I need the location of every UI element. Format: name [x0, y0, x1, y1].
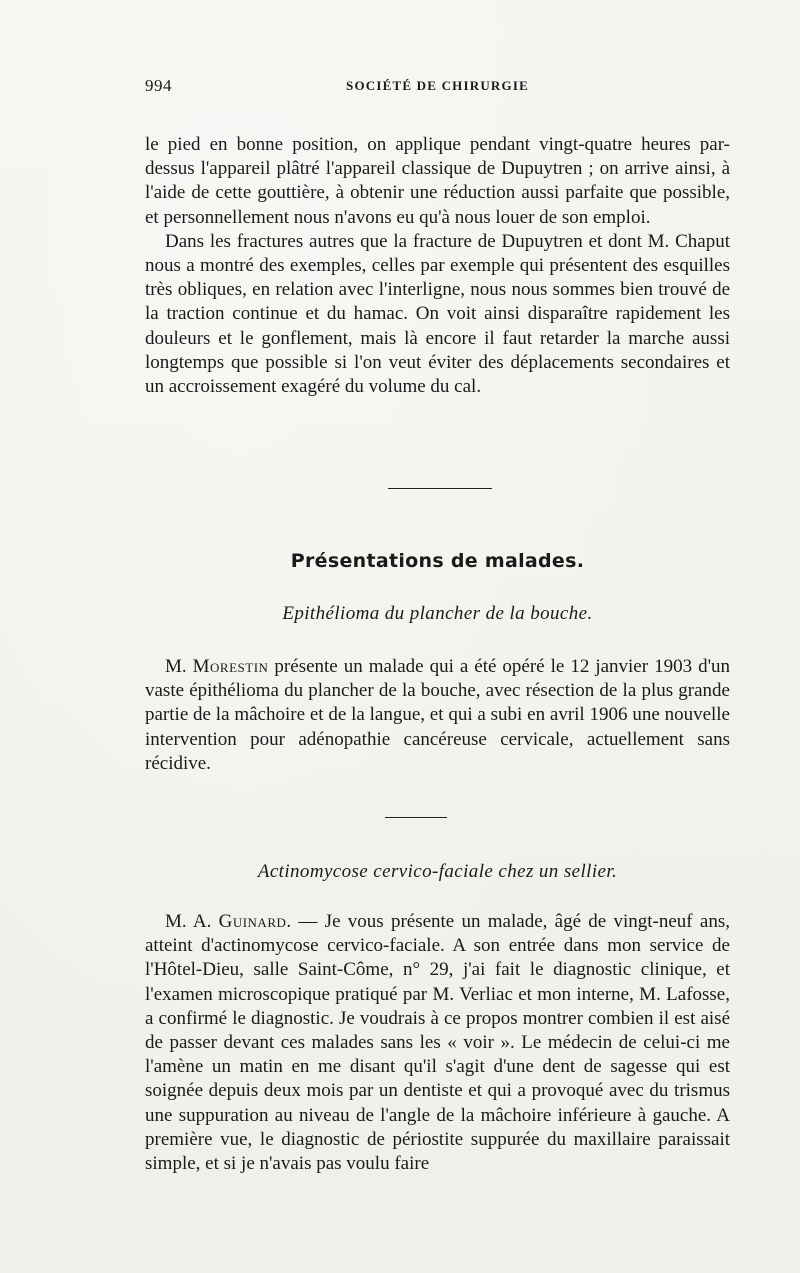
case-description: présente un malade qui a été opéré le 12 janvier 1903 d'un vaste épithélioma du plancher de la bouche, avec résection de la plus grande partie de la mâchoire et de la langue, et qui a subi en avril 1906 une nouvelle intervention pour adénopathie cancéreuse cervicale, actuellement sans récidive.: [145, 656, 730, 774]
page-number: 994: [145, 76, 172, 95]
paragraph-guinard: [145, 910, 730, 1176]
author-prefix: M. A.: [165, 911, 219, 932]
section-divider-rule: [388, 488, 492, 489]
author-prefix: M.: [165, 656, 193, 677]
case-text-morestin: [145, 655, 730, 776]
author-name-morestin: Morestin: [192, 656, 269, 677]
paragraph-fractures: Dans les fractures autres que la fracture de Dupuytren et dont M. Chaput nous a montré des exemples, celles par exemple qui présentent des esquilles très obliques, en relation avec l'interligne, nous nous sommes bien trouvé de la traction continue et du hamac. On voit ainsi disparaître rapidement les douleurs et le gonflement, mais là encore il faut retarder la marche aussi longtemps que possible si l'on veut éviter des déplacements secondaires et un accroissement exagéré du volume du cal.: [145, 230, 730, 398]
running-head: SOCIÉTÉ DE CHIRURGIE: [346, 78, 529, 93]
author-name-guinard: Guinard: [218, 911, 287, 932]
section-title: Présentations de malades.: [290, 550, 585, 572]
case-title-actinomycose: Actinomycose cervico-faciale chez un sellier.: [257, 861, 618, 882]
continued-text: [145, 133, 730, 399]
case-text-guinard: [145, 910, 730, 1176]
case-title-epithelioma: Epithélioma du plancher de la bouche.: [282, 603, 593, 624]
case-description: . — Je vous présente un malade, âgé de vingt-neuf ans, atteint d'actinomycose cervico-faciale. A son entrée dans mon service de l'Hôtel-Dieu, salle Saint-Côme, n° 29, j'ai fait le diagnostic clinique, et l'examen microscopique pratiqué par M. Verliac et mon interne, M. Lafosse, a confirmé le diagnostic. Je voudrais à ce propos montrer combien il est aisé de passer devant ces malades sans les « voir ». Le médecin de celui-ci me l'amène un matin en me disant qu'il s'agit d'une dent de sagesse qui est soignée depuis deux mois par un dentiste et qui a provoqué avec du trismus une suppuration au niveau de l'angle de la mâchoire inférieure à gauche. A première vue, le diagnostic de périostite suppurée du maxillaire paraissait simple, et si je n'avais pas voulu faire: [145, 911, 730, 1175]
paragraph-continuation: le pied en bonne position, on applique pendant vingt-quatre heures par-dessus l'appareil plâtré l'appareil classique de Dupuytren ; on arrive ainsi, à l'aide de cette gouttière, à obtenir une réduction aussi parfaite que possible, et personnellement nous n'avons eu qu'à nous louer de son emploi.: [145, 134, 730, 228]
paragraph-morestin: [145, 655, 730, 776]
page-header: [145, 76, 730, 100]
case-divider-rule: [385, 817, 447, 818]
